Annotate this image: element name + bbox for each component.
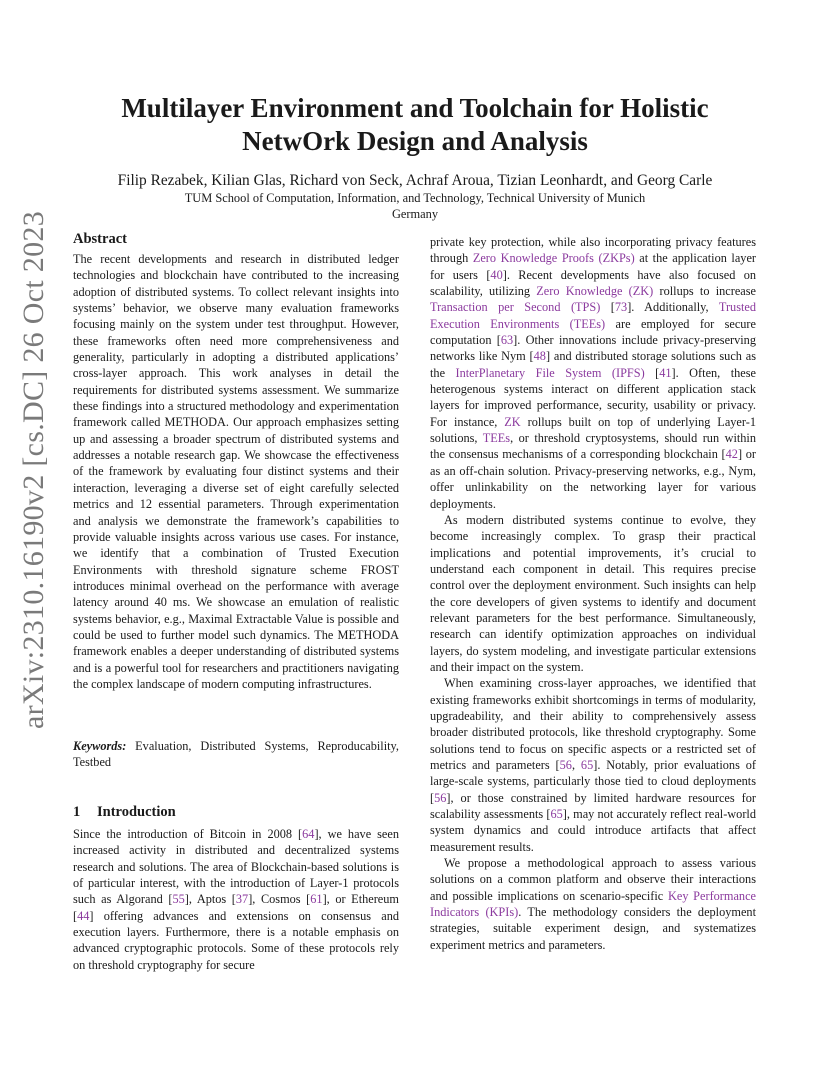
abstract-heading: Abstract: [73, 231, 127, 247]
paper-title: [70, 92, 760, 158]
acronym-link-tees-short[interactable]: TEEs: [482, 431, 511, 446]
acronym-link-kpi[interactable]: Key Performance Indicators (KPIs): [430, 888, 756, 920]
citation-link[interactable]: 40: [490, 267, 503, 282]
citation-link[interactable]: 56: [434, 790, 447, 805]
citation-link[interactable]: 73: [614, 300, 628, 315]
arxiv-identifier-text: arXiv:2310.16190v2 [cs.DC] 26 Oct 2023: [17, 210, 51, 730]
affiliation-line-1: TUM School of Computation, Information, and Technology, Technical University of Munich: [184, 191, 646, 205]
acronym-link-zkp[interactable]: Zero Knowledge Proofs (ZKPs): [472, 251, 635, 266]
citation-link[interactable]: 61: [310, 892, 323, 907]
acronym-link-zk-short[interactable]: ZK: [504, 414, 521, 429]
abstract-text: The recent developments and research in distributed ledger technologies and blockchain have contributed to the increasing adoption of distributed systems. To collect relevant insights into systems’ behavior, we observe many evaluation frameworks focusing mainly on the system under test throughput. However, these frameworks often need more comprehensiveness and generality, particularly in adopting a distributed applications’ cross-layer approach. This work analyses in detail the requirements for distributed systems assessment. We summarize these findings into a structured methodology and experimentation framework called METHODA. Our approach emphasizes setting up and assessing a broader spectrum of distributed systems and addresses a notable research gap. We showcase the effectiveness of the framework by evaluating four distinct systems and their interaction, leveraging a diverse set of eight carefully selected metrics and 12 essential parameters. Through experimentation and analysis we demonstrate the framework’s capabilities to provide valuable insights across various use cases. For instance, we identify that a combination of Trusted Execution Environments with threshold signature scheme FROST introduces minimal overhead on the performance with average latency around 40 ms. We showcase an emulation of realistic systems behavior, e.g., Maximal Extractable Value is possible and could be used to further model such dynamics. The METHODA framework enables a deeper understanding of distributed systems and is a powerful tool for researchers and practitioners navigating the complex landscape of modern computing infrastructures.: [73, 252, 399, 691]
citation-link[interactable]: 55: [172, 892, 185, 907]
citation-link[interactable]: 64: [302, 827, 315, 841]
section-heading-introduction: [73, 804, 176, 821]
right-paragraph-1: private key protection, while also incorporating privacy features through Zero Knowledge Proofs (ZKPs) at the application layer for users [40]. Recent developments have also focused on scalability, utilizing Zero Knowledge (ZK) rollups to increase Transaction per Second (TPS) [73]. Additionally, Trusted Execution Environments (TEEs) are employed for secure computation [63]. Other innovations include privacy-preserving networks like Nym [48] and distributed storage solutions such as the InterPlanetary File System (IPFS) [41]. Often, these heterogenous systems interact on different application stack layers for improved performance, security, usability or privacy. For instance, ZK rollups built on top of underlying Layer-1 solutions, TEEs, or threshold cryptosystems, should run within the consensus mechanisms of a corresponding blockchain [42] or as an off-chain solution. Privacy-preserving networks, e.g., Nym, offer unlinkability on the networking layer for various deployments.: [430, 235, 757, 511]
citation-link[interactable]: 42: [725, 447, 738, 462]
affiliation: [70, 190, 760, 222]
abstract-body: [73, 251, 399, 692]
affiliation-line-2: Germany: [391, 207, 439, 221]
citation-link[interactable]: 37: [235, 892, 249, 907]
acronym-link-zk[interactable]: Zero Knowledge (ZK): [536, 284, 654, 299]
keywords-text: Evaluation, Distributed Systems, Reproducability, Testbed: [73, 739, 399, 770]
keywords-block: [73, 738, 399, 771]
acronym-link-tee[interactable]: Trusted Execution Environments (TEEs): [430, 300, 757, 331]
arxiv-identifier: [14, 180, 54, 760]
citation-link[interactable]: 65: [580, 758, 594, 772]
citation-link[interactable]: 48: [533, 349, 546, 364]
introduction-body: [73, 826, 399, 973]
right-paragraph-4: We propose a methodological approach to assess various solutions on a common platform and observe their interactions and possible implications on scenario-specific Key Performance Indicators (KPIs). The methodology considers the deployment strategies, suitable experiment design, and systematizes experiment metrics and parameters.: [430, 856, 756, 952]
section-title: Introduction: [97, 804, 176, 820]
citation-link[interactable]: 63: [500, 333, 514, 348]
citation-link[interactable]: 65: [550, 807, 563, 822]
acronym-link-ipfs[interactable]: InterPlanetary File System (IPFS): [455, 365, 645, 380]
title-line-2: NetwOrk Design and Analysis: [242, 126, 588, 156]
citation-link[interactable]: 56: [559, 758, 572, 772]
citation-link[interactable]: 41: [659, 365, 672, 380]
keywords-label: Keywords:: [73, 739, 127, 753]
right-paragraph-3: When examining cross-layer approaches, we identified that existing frameworks exhibit shortcomings in terms of modularity, upgradeability, and their ability to comprehensively assess broader distributed protocols, like threshold cryptography. Some solutions tend to focus on specific aspects or a restricted set of metrics and parameters [56, 65]. Notably, prior evaluations of large-scale systems, particularly those tied to cloud deployments [56], or those constrained by limited hardware resources for scalability assessments [65], may not accurately reflect real-world system dynamics and could introduce artifacts that affect measurement results.: [430, 676, 756, 854]
acronym-link-tps[interactable]: Transaction per Second (TPS): [430, 300, 601, 315]
author-list: Filip Rezabek, Kilian Glas, Richard von Seck, Achraf Aroua, Tizian Leonhardt, and Georg Carle: [117, 172, 713, 189]
citation-link[interactable]: 44: [77, 908, 90, 923]
right-column-body: [430, 234, 756, 953]
section-number: 1: [73, 804, 81, 820]
right-paragraph-2: As modern distributed systems continue to evolve, they become increasingly complex. To grasp their practical implications and potential improvements, it’s crucial to understand each component in detail. This requires precise control over the deployment environment. Such insights can help the core developers of given systems to identify and document relevant parameters for the best performance. Simultaneously, research can identify optimization approaches on individual layers, do system modeling, and investigate particular extensions and their impact on the system.: [430, 512, 756, 674]
title-line-1: Multilayer Environment and Toolchain for Holistic: [121, 93, 709, 123]
intro-paragraph-1: Since the introduction of Bitcoin in 2008 [64], we have seen increased activity in distributed and decentralized systems research and solutions. The area of Blockchain-based solutions is of particular interest, with the introduction of Layer-1 protocols such as Algorand [55], Aptos [37], Cosmos [61], or Ethereum [44] offering advances and extensions on consensus and execution layers. Furthermore, there is a notable emphasis on advanced cryptographic protocols. Some of these protocols rely on threshold cryptography for secure: [73, 827, 399, 972]
